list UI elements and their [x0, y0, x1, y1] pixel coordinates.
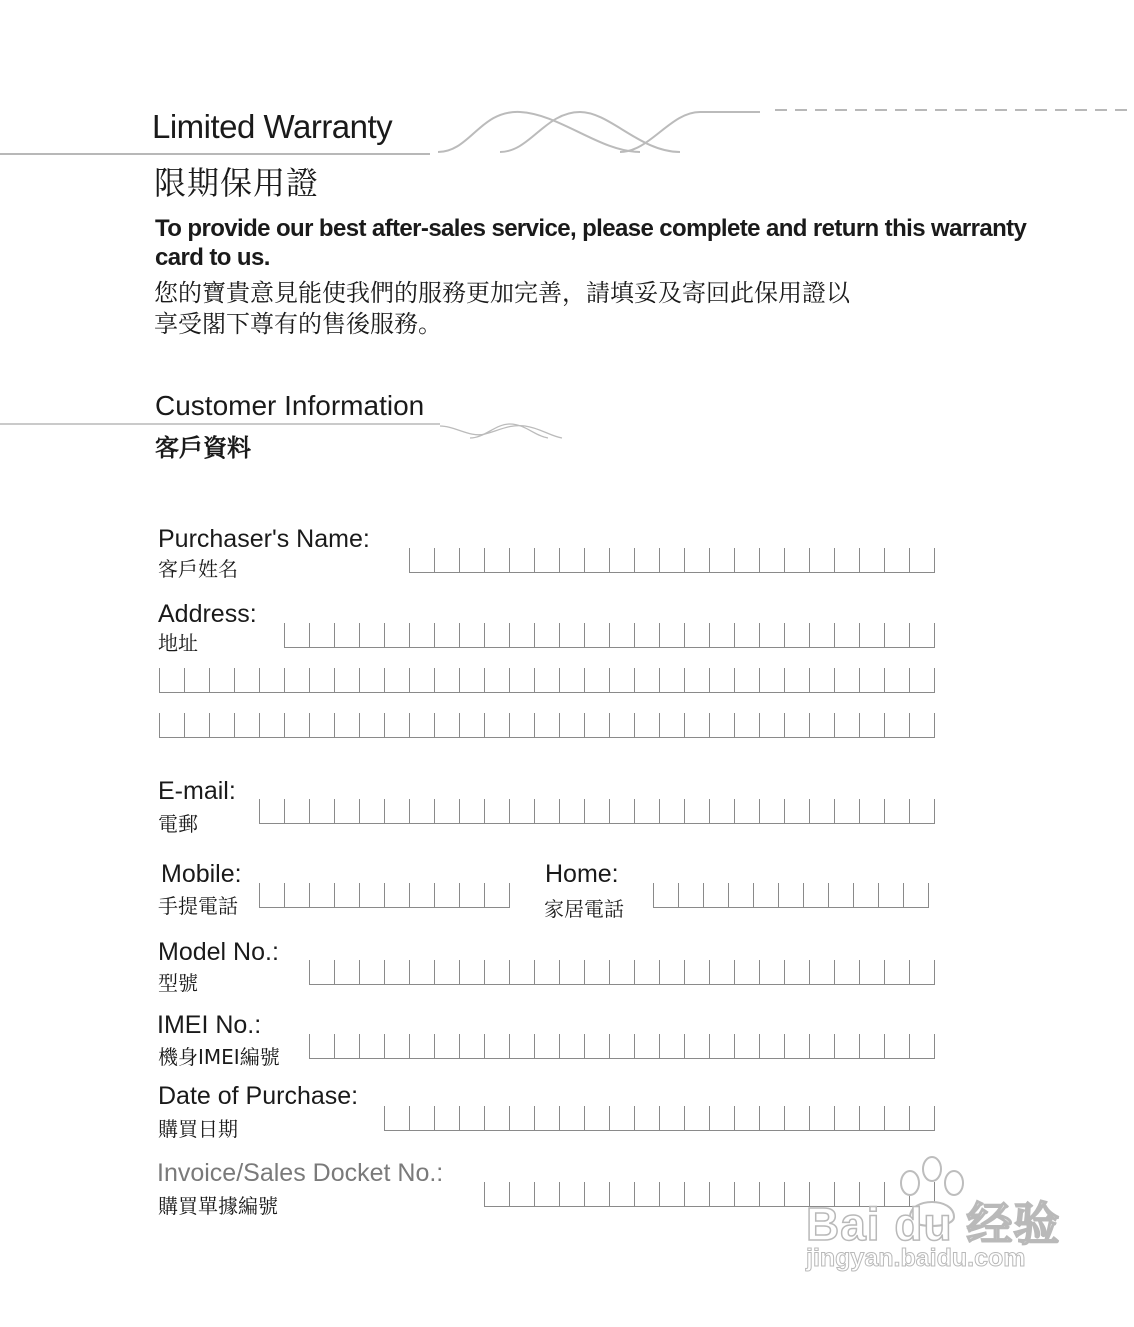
character-box[interactable]: [509, 1034, 534, 1058]
character-box[interactable]: [753, 883, 778, 907]
character-box[interactable]: [459, 799, 484, 823]
intro-text-chinese-line1: 您的寶貴意見能使我們的服務更加完善，請填妥及寄回此保用證以: [154, 279, 850, 307]
character-box[interactable]: [434, 713, 459, 737]
character-box[interactable]: [459, 668, 484, 692]
character-box[interactable]: [684, 668, 709, 692]
character-box[interactable]: [834, 623, 859, 647]
character-box[interactable]: [509, 713, 534, 737]
character-box[interactable]: [584, 1106, 609, 1130]
character-box[interactable]: [734, 799, 759, 823]
character-box[interactable]: [659, 623, 684, 647]
character-box[interactable]: [309, 883, 334, 907]
character-box[interactable]: [634, 960, 659, 984]
character-box[interactable]: [609, 1106, 634, 1130]
character-box[interactable]: [659, 1106, 684, 1130]
character-box[interactable]: [484, 1182, 509, 1206]
intro-text-english: To provide our best after-sales service, please complete and return this warranty card to us.: [155, 215, 1027, 271]
character-box[interactable]: [784, 713, 809, 737]
character-box[interactable]: [459, 960, 484, 984]
character-box[interactable]: [409, 548, 434, 572]
home-label: Home:: [545, 860, 619, 888]
character-box[interactable]: [534, 1106, 559, 1130]
character-box[interactable]: [859, 1034, 884, 1058]
character-box[interactable]: [359, 883, 384, 907]
character-box[interactable]: [734, 1106, 759, 1130]
character-box[interactable]: [609, 1182, 634, 1206]
character-box[interactable]: [459, 713, 484, 737]
mobile-label: Mobile:: [161, 860, 242, 888]
character-box[interactable]: [534, 1182, 559, 1206]
character-box[interactable]: [859, 713, 884, 737]
character-box[interactable]: [484, 799, 509, 823]
character-box[interactable]: [759, 1106, 784, 1130]
character-box[interactable]: [859, 623, 884, 647]
model-label: Model No.:: [158, 938, 279, 966]
character-box[interactable]: [684, 548, 709, 572]
character-box[interactable]: [359, 799, 384, 823]
character-box[interactable]: [709, 623, 734, 647]
character-box[interactable]: [853, 883, 878, 907]
character-box[interactable]: [334, 960, 359, 984]
character-box[interactable]: [634, 623, 659, 647]
character-box[interactable]: [703, 883, 728, 907]
character-box[interactable]: [909, 548, 935, 572]
character-box[interactable]: [884, 623, 909, 647]
character-box[interactable]: [828, 883, 853, 907]
character-box[interactable]: [734, 960, 759, 984]
mobile-input[interactable]: [259, 883, 510, 908]
character-box[interactable]: [534, 799, 559, 823]
character-box[interactable]: [659, 548, 684, 572]
character-box[interactable]: [834, 713, 859, 737]
character-box[interactable]: [434, 799, 459, 823]
character-box[interactable]: [484, 548, 509, 572]
character-box[interactable]: [759, 799, 784, 823]
character-box[interactable]: [634, 1034, 659, 1058]
character-box[interactable]: [834, 668, 859, 692]
character-box[interactable]: [834, 1106, 859, 1130]
character-box[interactable]: [709, 548, 734, 572]
character-box[interactable]: [509, 960, 534, 984]
section-title-chinese: 客戶資料: [155, 434, 251, 462]
character-box[interactable]: [659, 713, 684, 737]
character-box[interactable]: [584, 623, 609, 647]
character-box[interactable]: [909, 668, 935, 692]
character-box[interactable]: [234, 668, 259, 692]
character-box[interactable]: [359, 1034, 384, 1058]
intro-text-chinese: [154, 278, 974, 340]
character-box[interactable]: [684, 799, 709, 823]
character-box[interactable]: [634, 548, 659, 572]
character-box[interactable]: [409, 713, 434, 737]
watermark-brand: Bai du 经验: [806, 1198, 1061, 1250]
character-box[interactable]: [409, 623, 434, 647]
address-label: Address:: [158, 600, 257, 628]
character-box[interactable]: [784, 960, 809, 984]
character-box[interactable]: [384, 960, 409, 984]
character-box[interactable]: [584, 713, 609, 737]
character-box[interactable]: [309, 799, 334, 823]
character-box[interactable]: [384, 883, 409, 907]
character-box[interactable]: [309, 713, 334, 737]
character-box[interactable]: [359, 713, 384, 737]
character-box[interactable]: [859, 960, 884, 984]
character-box[interactable]: [784, 1034, 809, 1058]
character-box[interactable]: [209, 713, 234, 737]
character-box[interactable]: [384, 623, 409, 647]
character-box[interactable]: [559, 713, 584, 737]
imei-label: IMEI No.:: [157, 1011, 262, 1039]
character-box[interactable]: [728, 883, 753, 907]
character-box[interactable]: [809, 548, 834, 572]
character-box[interactable]: [784, 668, 809, 692]
page-title: Limited Warranty: [152, 108, 393, 145]
character-box[interactable]: [184, 668, 209, 692]
character-box[interactable]: [803, 883, 828, 907]
character-box[interactable]: [409, 668, 434, 692]
home-input[interactable]: [653, 883, 929, 908]
character-box[interactable]: [384, 713, 409, 737]
character-box[interactable]: [884, 548, 909, 572]
character-box[interactable]: [709, 668, 734, 692]
character-box[interactable]: [709, 960, 734, 984]
character-box[interactable]: [809, 960, 834, 984]
imei-label-chinese: 機身IMEI編號: [158, 1045, 280, 1069]
character-box[interactable]: [184, 713, 209, 737]
email-input[interactable]: [259, 799, 935, 824]
character-box[interactable]: [609, 668, 634, 692]
character-box[interactable]: [209, 668, 234, 692]
character-box[interactable]: [734, 713, 759, 737]
character-box[interactable]: [534, 713, 559, 737]
character-box[interactable]: [309, 960, 334, 984]
character-box[interactable]: [909, 799, 935, 823]
character-box[interactable]: [284, 883, 309, 907]
character-box[interactable]: [684, 623, 709, 647]
character-box[interactable]: [334, 668, 359, 692]
mobile-label-chinese: 手提電話: [158, 894, 238, 918]
character-box[interactable]: [434, 548, 459, 572]
character-box[interactable]: [359, 960, 384, 984]
character-box[interactable]: [434, 1106, 459, 1130]
character-box[interactable]: [409, 1106, 434, 1130]
character-box[interactable]: [284, 713, 309, 737]
character-box[interactable]: [834, 799, 859, 823]
character-box[interactable]: [359, 623, 384, 647]
character-box[interactable]: [559, 1034, 584, 1058]
character-box[interactable]: [809, 1034, 834, 1058]
character-box[interactable]: [834, 548, 859, 572]
character-box[interactable]: [609, 1034, 634, 1058]
home-label-chinese: 家居電話: [544, 897, 624, 921]
character-box[interactable]: [159, 713, 184, 737]
character-box[interactable]: [759, 548, 784, 572]
character-box[interactable]: [684, 960, 709, 984]
character-box[interactable]: [434, 960, 459, 984]
character-box[interactable]: [884, 960, 909, 984]
date-label: Date of Purchase:: [158, 1082, 359, 1110]
character-box[interactable]: [259, 799, 284, 823]
character-box[interactable]: [384, 1034, 409, 1058]
character-box[interactable]: [659, 1034, 684, 1058]
character-box[interactable]: [709, 713, 734, 737]
character-box[interactable]: [334, 799, 359, 823]
character-box[interactable]: [759, 668, 784, 692]
character-box[interactable]: [684, 1182, 709, 1206]
character-box[interactable]: [584, 1034, 609, 1058]
character-box[interactable]: [734, 1034, 759, 1058]
character-box[interactable]: [509, 668, 534, 692]
character-box[interactable]: [459, 1034, 484, 1058]
character-box[interactable]: [784, 548, 809, 572]
character-box[interactable]: [434, 668, 459, 692]
character-box[interactable]: [709, 799, 734, 823]
character-box[interactable]: [684, 1034, 709, 1058]
section-decoration: [0, 418, 600, 448]
character-box[interactable]: [484, 883, 510, 907]
model-input[interactable]: [309, 960, 935, 985]
character-box[interactable]: [559, 1106, 584, 1130]
character-box[interactable]: [459, 548, 484, 572]
character-box[interactable]: [909, 623, 935, 647]
character-box[interactable]: [609, 623, 634, 647]
character-box[interactable]: [559, 623, 584, 647]
character-box[interactable]: [903, 883, 929, 907]
character-box[interactable]: [659, 1182, 684, 1206]
character-box[interactable]: [284, 668, 309, 692]
imei-input[interactable]: [309, 1034, 935, 1059]
character-box[interactable]: [409, 799, 434, 823]
invoice-label-chinese: 購買單據編號: [158, 1194, 278, 1218]
character-box[interactable]: [584, 799, 609, 823]
character-box[interactable]: [159, 668, 184, 692]
character-box[interactable]: [734, 548, 759, 572]
character-box[interactable]: [509, 1182, 534, 1206]
character-box[interactable]: [634, 799, 659, 823]
character-box[interactable]: [284, 799, 309, 823]
character-box[interactable]: [809, 623, 834, 647]
character-box[interactable]: [759, 1182, 784, 1206]
character-box[interactable]: [534, 623, 559, 647]
address-label-chinese: 地址: [158, 631, 198, 655]
character-box[interactable]: [434, 883, 459, 907]
character-box[interactable]: [909, 1034, 935, 1058]
character-box[interactable]: [334, 883, 359, 907]
character-box[interactable]: [884, 799, 909, 823]
character-box[interactable]: [434, 623, 459, 647]
character-box[interactable]: [834, 960, 859, 984]
character-box[interactable]: [809, 668, 834, 692]
character-box[interactable]: [884, 668, 909, 692]
character-box[interactable]: [509, 799, 534, 823]
character-box[interactable]: [784, 623, 809, 647]
character-box[interactable]: [734, 1182, 759, 1206]
character-box[interactable]: [334, 623, 359, 647]
page-title-chinese: 限期保用證: [154, 164, 320, 202]
character-box[interactable]: [384, 668, 409, 692]
character-box[interactable]: [584, 1182, 609, 1206]
character-box[interactable]: [409, 1034, 434, 1058]
character-box[interactable]: [584, 960, 609, 984]
character-box[interactable]: [709, 1182, 734, 1206]
character-box[interactable]: [759, 623, 784, 647]
character-box[interactable]: [609, 960, 634, 984]
email-label: E-mail:: [158, 777, 236, 805]
character-box[interactable]: [559, 548, 584, 572]
character-box[interactable]: [659, 668, 684, 692]
invoice-label: Invoice/Sales Docket No.:: [157, 1159, 444, 1187]
character-box[interactable]: [259, 668, 284, 692]
character-box[interactable]: [484, 668, 509, 692]
character-box[interactable]: [484, 623, 509, 647]
character-box[interactable]: [859, 1106, 884, 1130]
email-label-chinese: 電郵: [158, 812, 198, 836]
character-box[interactable]: [759, 960, 784, 984]
date-input[interactable]: [384, 1106, 935, 1131]
character-box[interactable]: [878, 883, 903, 907]
character-box[interactable]: [559, 799, 584, 823]
character-box[interactable]: [509, 548, 534, 572]
character-box[interactable]: [909, 713, 935, 737]
character-box[interactable]: [384, 799, 409, 823]
character-box[interactable]: [609, 713, 634, 737]
character-box[interactable]: [809, 713, 834, 737]
date-label-chinese: 購買日期: [158, 1117, 238, 1141]
character-box[interactable]: [734, 668, 759, 692]
section-title: Customer Information: [155, 390, 425, 421]
character-box[interactable]: [434, 1034, 459, 1058]
character-box[interactable]: [734, 623, 759, 647]
character-box[interactable]: [909, 960, 935, 984]
character-box[interactable]: [534, 668, 559, 692]
character-box[interactable]: [684, 1106, 709, 1130]
address-input-line3[interactable]: [159, 713, 935, 738]
character-box[interactable]: [709, 1106, 734, 1130]
character-box[interactable]: [884, 1034, 909, 1058]
character-box[interactable]: [234, 713, 259, 737]
character-box[interactable]: [284, 623, 309, 647]
character-box[interactable]: [484, 1106, 509, 1130]
character-box[interactable]: [609, 799, 634, 823]
character-box[interactable]: [909, 1106, 935, 1130]
character-box[interactable]: [634, 1182, 659, 1206]
character-box[interactable]: [834, 1034, 859, 1058]
watermark-url: jingyan.baidu.com: [806, 1244, 1026, 1272]
character-box[interactable]: [484, 713, 509, 737]
character-box[interactable]: [634, 668, 659, 692]
character-box[interactable]: [559, 1182, 584, 1206]
character-box[interactable]: [859, 799, 884, 823]
character-box[interactable]: [259, 713, 284, 737]
character-box[interactable]: [678, 883, 703, 907]
character-box[interactable]: [884, 1106, 909, 1130]
character-box[interactable]: [859, 548, 884, 572]
character-box[interactable]: [309, 623, 334, 647]
character-box[interactable]: [334, 713, 359, 737]
character-box[interactable]: [559, 668, 584, 692]
character-box[interactable]: [584, 668, 609, 692]
character-box[interactable]: [809, 1106, 834, 1130]
character-box[interactable]: [634, 1106, 659, 1130]
character-box[interactable]: [309, 668, 334, 692]
character-box[interactable]: [409, 960, 434, 984]
character-box[interactable]: [534, 548, 559, 572]
character-box[interactable]: [809, 799, 834, 823]
address-input-line1[interactable]: [284, 623, 935, 648]
character-box[interactable]: [259, 883, 284, 907]
character-box[interactable]: [459, 1106, 484, 1130]
character-box[interactable]: [459, 883, 484, 907]
character-box[interactable]: [509, 623, 534, 647]
character-box[interactable]: [709, 1034, 734, 1058]
name-label: Purchaser's Name:: [158, 525, 370, 553]
character-box[interactable]: [334, 1034, 359, 1058]
character-box[interactable]: [859, 668, 884, 692]
character-box[interactable]: [784, 799, 809, 823]
model-label-chinese: 型號: [158, 971, 198, 995]
character-box[interactable]: [484, 1034, 509, 1058]
character-box[interactable]: [609, 548, 634, 572]
character-box[interactable]: [659, 960, 684, 984]
character-box[interactable]: [634, 713, 659, 737]
character-box[interactable]: [309, 1034, 334, 1058]
character-box[interactable]: [384, 1106, 409, 1130]
character-box[interactable]: [484, 960, 509, 984]
character-box[interactable]: [559, 960, 584, 984]
character-box[interactable]: [359, 668, 384, 692]
character-box[interactable]: [459, 623, 484, 647]
character-box[interactable]: [759, 1034, 784, 1058]
character-box[interactable]: [884, 713, 909, 737]
name-label-chinese: 客戶姓名: [158, 557, 238, 581]
address-input-line2[interactable]: [159, 668, 935, 693]
character-box[interactable]: [759, 713, 784, 737]
character-box[interactable]: [784, 1106, 809, 1130]
character-box[interactable]: [684, 713, 709, 737]
name-input[interactable]: [409, 548, 935, 573]
character-box[interactable]: [778, 883, 803, 907]
character-box[interactable]: [584, 548, 609, 572]
character-box[interactable]: [659, 799, 684, 823]
intro-text-chinese-line2: 享受閣下尊有的售後服務。: [154, 310, 442, 338]
character-box[interactable]: [409, 883, 434, 907]
character-box[interactable]: [534, 1034, 559, 1058]
character-box[interactable]: [653, 883, 678, 907]
character-box[interactable]: [534, 960, 559, 984]
character-box[interactable]: [509, 1106, 534, 1130]
